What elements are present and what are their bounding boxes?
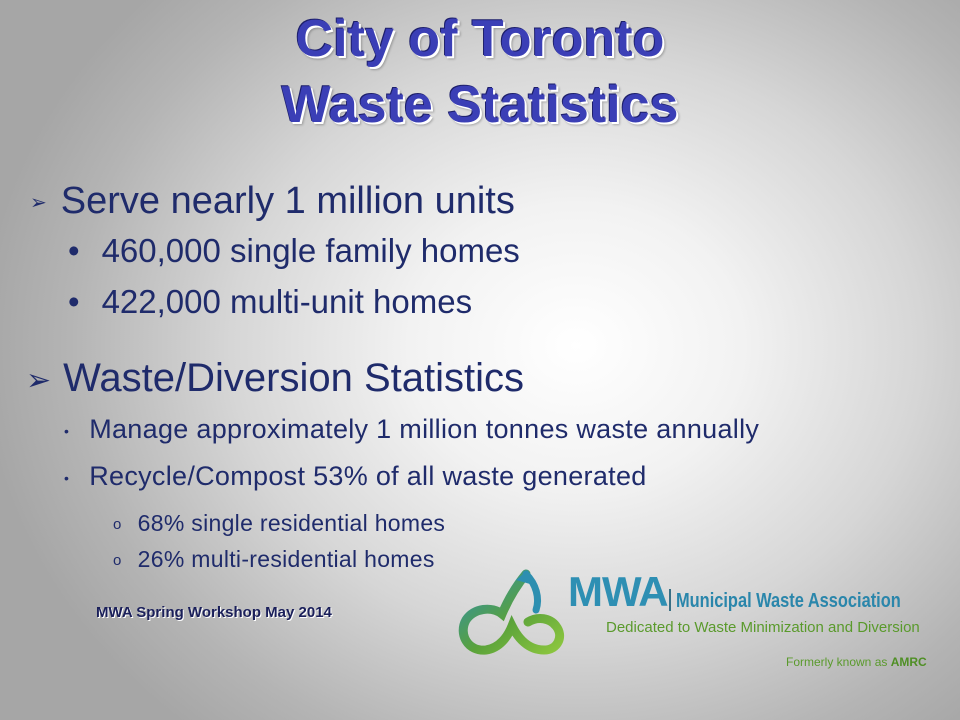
circle-bullet-icon: o	[113, 552, 122, 570]
bullet-recycle	[64, 461, 647, 492]
bullet-multi-unit	[68, 283, 472, 321]
dot-bullet-icon: •	[68, 232, 80, 269]
bullet-multi-unit-text: 422,000 multi-unit homes	[101, 283, 473, 320]
dot-bullet-icon: •	[64, 469, 70, 486]
bullet-waste-diversion-text: Waste/Diversion Statistics	[63, 356, 524, 400]
bullet-recycle-text: Recycle/Compost 53% of all waste generated	[89, 461, 647, 491]
logo-formerly-prefix: Formerly known as	[786, 655, 888, 669]
bullet-single-family-text: 460,000 single family homes	[101, 232, 520, 269]
green-loop-logo-icon	[456, 566, 566, 666]
logo-tagline: Dedicated to Waste Minimization and Diversion	[606, 619, 920, 636]
bullet-multi-residential	[113, 546, 435, 573]
bullet-single-residential-text: 68% single residential homes	[137, 510, 446, 536]
bullet-serve	[30, 180, 515, 223]
bullet-waste-diversion	[26, 356, 524, 401]
logo-formerly-name: AMRC	[890, 655, 927, 669]
bullet-single-residential	[113, 510, 445, 537]
bullet-manage-text: Manage approximately 1 million tonnes waste annually	[89, 414, 760, 444]
circle-bullet-icon: o	[113, 516, 122, 534]
logo-formerly	[786, 655, 927, 669]
logo-name: Municipal Waste Association	[676, 590, 901, 612]
footer-workshop: MWA Spring Workshop May 2014	[96, 604, 332, 621]
bullet-multi-residential-text: 26% multi-residential homes	[137, 546, 435, 572]
bullet-serve-text: Serve nearly 1 million units	[60, 180, 515, 222]
title-line-2: Waste Statistics	[281, 76, 679, 134]
bullet-manage	[64, 414, 759, 445]
mwa-logo	[456, 560, 936, 675]
bullet-single-family	[68, 232, 520, 270]
logo-separator	[669, 589, 671, 611]
dot-bullet-icon: •	[68, 283, 80, 320]
arrow-bullet-icon: ➢	[26, 363, 52, 397]
arrow-bullet-icon: ➢	[30, 192, 47, 215]
title-line-1: City of Toronto	[295, 10, 665, 68]
logo-abbreviation: MWA	[568, 568, 668, 615]
dot-bullet-icon: •	[64, 422, 70, 439]
slide-title	[0, 6, 960, 138]
